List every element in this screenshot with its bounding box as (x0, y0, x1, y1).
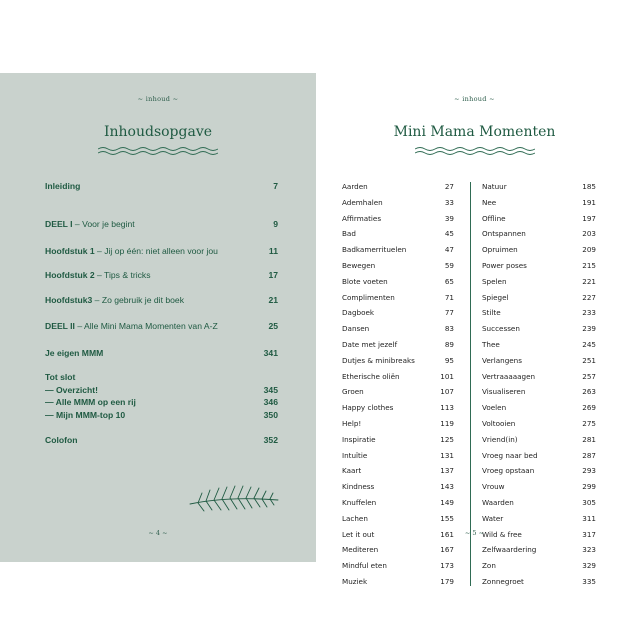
page-title: Mini Mama Momenten (393, 124, 556, 140)
index-entry-page: 59 (444, 261, 454, 270)
index-entry-label: Bad (342, 229, 356, 239)
index-entry-label: Verlangens (482, 355, 522, 365)
index-entry-label: Affirmaties (342, 213, 382, 223)
left-page (0, 73, 316, 562)
toc-entry-page: 7 (273, 181, 278, 191)
index-entry-label: Kaart (342, 466, 362, 476)
index-entry-page: 71 (444, 292, 454, 302)
toc-entry-label (45, 397, 136, 407)
index-entry-label: Offline (482, 213, 506, 223)
index-entry-label: Vriend(in) (482, 434, 518, 444)
index-entry-label: Kindness (342, 482, 375, 492)
index-entry-page: 191 (582, 197, 596, 207)
toc-entry-title: DEEL I (45, 219, 73, 229)
index-entry-label: Vertraaaaagen (482, 371, 536, 381)
index-entry-label: Vroeg naar bed (482, 450, 538, 460)
index-entry-page: 47 (444, 245, 454, 255)
index-entry-page: 65 (444, 276, 454, 286)
toc-entry-label (45, 435, 77, 445)
index-entry-label: Date met jezelf (342, 340, 398, 349)
index-entry-page: 335 (582, 577, 596, 586)
index-entry-page: 131 (440, 450, 454, 460)
toc-entry-page: 17 (268, 270, 278, 280)
index-entry-page: 221 (582, 276, 596, 286)
toc-entry (45, 295, 278, 307)
index-entry-page: 245 (582, 340, 596, 349)
index-entry-page: 323 (582, 545, 596, 555)
page-title: Inhoudsopgave (103, 124, 213, 140)
index-entry-page: 27 (444, 182, 454, 191)
index-entry-label: Etherische oliën (342, 371, 400, 381)
index-entry-label: Mediteren (342, 545, 379, 555)
index-entry-page: 257 (582, 371, 596, 381)
index-entry-page: 209 (582, 245, 596, 255)
index-entry-page: 83 (444, 324, 454, 334)
index-entry-label: Nee (482, 197, 497, 207)
toc-entry (45, 270, 278, 282)
index-entry-label: Visualiseren (482, 387, 526, 397)
toc-entry-title: Hoofdstuk 2 (45, 270, 95, 280)
index-entry-label: Intuïtie (342, 450, 368, 460)
index-entry-label: Vrouw (482, 482, 505, 492)
toc-entry (45, 372, 278, 384)
toc-entry (45, 219, 278, 231)
index-entry-label: Voltooien (482, 419, 516, 428)
index-entry-page: 227 (582, 292, 596, 302)
index-entry-label: Happy clothes (342, 403, 394, 413)
running-header: ~ inhoud ~ (454, 95, 495, 103)
index-entry-page: 107 (440, 387, 454, 397)
index-entry-label: Dutjes & minibreaks (342, 355, 415, 365)
index-entry-label: Stilte (482, 308, 501, 318)
index-entry-label: Help! (342, 419, 362, 428)
toc-entry-page: 21 (268, 295, 278, 305)
index-entry-label: Let it out (342, 529, 375, 539)
index-entry-page: 263 (582, 387, 596, 397)
index-entry-page: 101 (440, 371, 454, 381)
toc-entry-page: 352 (263, 435, 278, 445)
toc-entry-title: Je eigen MMM (45, 348, 104, 358)
toc-entry-page: 9 (273, 219, 278, 229)
index-entry-label: Badkamerrituelen (342, 245, 407, 255)
index-entry-page: 197 (582, 213, 596, 223)
toc-entry (45, 348, 278, 360)
index-entry-label: Opruimen (482, 245, 518, 255)
toc-entry (45, 435, 278, 447)
fern-leaf-icon (188, 470, 280, 520)
index-entry-label: Aarden (342, 182, 368, 191)
toc-entry-label (45, 270, 151, 280)
running-header: ~ inhoud ~ (137, 95, 179, 103)
index-entry-page: 173 (440, 561, 454, 571)
index-entry-label: Ademhalen (342, 197, 383, 207)
index-entry-label: Spelen (482, 276, 507, 286)
toc-entry-subtitle: – Voor je begint (72, 219, 135, 229)
toc-entry-subtitle: – Tips & tricks (94, 270, 151, 280)
toc-entry-title: Tot slot (45, 372, 76, 382)
index-entry-page: 185 (582, 182, 596, 191)
toc-entry-page: 11 (268, 246, 278, 256)
index-entry-page: 113 (440, 403, 454, 413)
index-entry-label: Spiegel (482, 292, 509, 302)
toc-entry (45, 385, 278, 397)
index-entry-page: 33 (444, 197, 454, 207)
index-entry-label: Wild & free (482, 529, 522, 539)
index-entry-page: 179 (440, 577, 454, 586)
index-entry-label: Waarden (482, 498, 514, 507)
toc-entry (45, 246, 278, 258)
index-entry-label: Ontspannen (482, 229, 526, 239)
index-entry-label: Muziek (342, 577, 368, 586)
toc-entry-label (45, 246, 218, 256)
column-divider (470, 182, 471, 586)
index-entry-page: 305 (582, 498, 596, 507)
toc-entry-page: 345 (263, 385, 278, 395)
index-entry-page: 149 (440, 498, 454, 507)
wave-divider-icon (98, 146, 218, 156)
index-entry-page: 281 (582, 434, 596, 444)
wave-divider-icon (415, 146, 535, 156)
index-entry-label: Bewegen (342, 261, 376, 270)
toc-entry-subtitle: – Jij op één: niet alleen voor jou (94, 246, 218, 256)
toc-entry-subtitle: – Alle Mini Mama Momenten van A-Z (74, 321, 218, 331)
index-entry-page: 119 (440, 419, 454, 428)
index-entry-label: Knuffelen (342, 498, 377, 507)
toc-entry (45, 410, 278, 422)
index-entry-page: 125 (440, 434, 454, 444)
index-entry-page: 167 (440, 545, 454, 555)
toc-entry (45, 397, 278, 409)
toc-entry-title: — Overzicht! (45, 385, 99, 395)
toc-entry-page: 25 (268, 321, 278, 331)
index-entry-label: Vroeg opstaan (482, 466, 535, 476)
index-entry-label: Power poses (482, 261, 527, 270)
toc-entry-label (45, 295, 184, 305)
index-entry-page: 251 (582, 355, 596, 365)
index-entry-label: Water (482, 513, 504, 523)
toc-entry-label (45, 321, 218, 331)
index-entry-page: 45 (444, 229, 454, 239)
index-entry-page: 77 (444, 308, 454, 318)
toc-entry-page: 350 (263, 410, 278, 420)
index-entry-label: Zon (482, 561, 496, 571)
index-entry-page: 311 (582, 513, 596, 523)
toc-entry-title: — Mijn MMM-top 10 (45, 410, 126, 420)
index-entry-label: Successen (482, 324, 520, 334)
index-entry-label: Voelen (482, 403, 507, 413)
toc-entry-title: — Alle MMM op een rij (45, 397, 136, 407)
index-entry-page: 161 (440, 529, 454, 539)
index-entry-label: Thee (482, 340, 500, 349)
index-entry-label: Dagboek (342, 308, 375, 318)
index-entry-page: 293 (582, 466, 596, 476)
toc-entry-title: DEEL II (45, 321, 75, 331)
right-page (316, 73, 633, 586)
toc-entry-label (45, 348, 103, 358)
index-entry-label: Groen (342, 387, 364, 397)
index-entry-page: 155 (440, 513, 454, 523)
toc-entry (45, 181, 278, 193)
toc-entry (45, 321, 278, 333)
index-entry-page: 287 (582, 450, 596, 460)
index-entry-page: 299 (582, 482, 596, 492)
index-entry-label: Mindful eten (342, 561, 387, 571)
toc-entry-page: 346 (263, 397, 278, 407)
index-entry-page: 215 (582, 261, 596, 270)
index-entry-page: 89 (444, 340, 454, 349)
page-number: ~ 5 ~ (464, 529, 485, 537)
index-entry-label: Dansen (342, 324, 370, 334)
index-entry-page: 269 (582, 403, 596, 413)
index-entry-page: 317 (582, 529, 596, 539)
index-entry-label: Blote voeten (342, 276, 388, 286)
toc-entry-title: Colofon (45, 435, 78, 445)
index-entry-label: Zonnegroet (482, 577, 524, 586)
toc-entry-page: 341 (263, 348, 278, 358)
index-entry-label: Lachen (342, 513, 368, 523)
index-entry-page: 203 (582, 229, 596, 239)
index-entry-page: 239 (582, 324, 596, 334)
index-entry-label: Inspiratie (342, 434, 376, 444)
index-entry-page: 39 (444, 213, 454, 223)
index-entry-page: 95 (444, 355, 454, 365)
toc-entry-subtitle: – Zo gebruik je dit boek (92, 295, 184, 305)
toc-entry-label (45, 385, 98, 395)
toc-entry-label (45, 219, 135, 229)
index-entry-page: 233 (582, 308, 596, 318)
index-entry-label: Natuur (482, 182, 507, 191)
index-entry-label: Zelfwaardering (482, 545, 537, 555)
index-entry-page: 275 (582, 419, 596, 428)
toc-entry-title: Hoofdstuk3 (45, 295, 93, 305)
toc-entry-label (45, 181, 80, 191)
toc-entry-label (45, 410, 125, 420)
page-number: ~ 4 ~ (148, 529, 168, 537)
toc-entry-label (45, 372, 75, 382)
index-entry-label: Complimenten (342, 292, 395, 302)
index-entry-page: 137 (440, 466, 454, 476)
index-entry-page: 143 (440, 482, 454, 492)
toc-entry-title: Inleiding (45, 181, 81, 191)
index-entry-page: 329 (582, 561, 596, 571)
toc-entry-title: Hoofdstuk 1 (45, 246, 95, 256)
